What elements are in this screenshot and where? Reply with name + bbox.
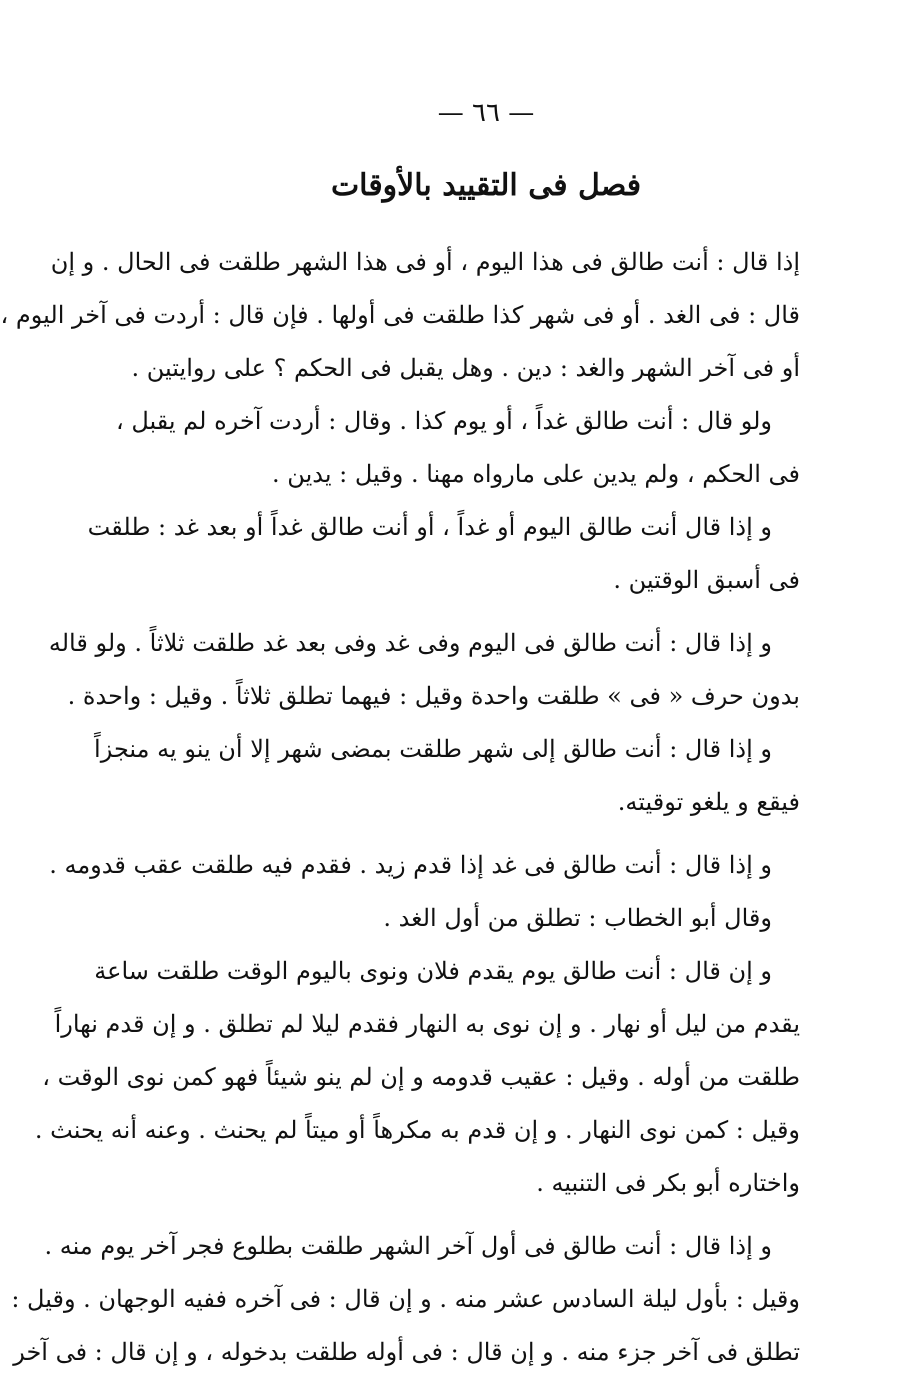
text-line: طلقت من أوله . وقيل : عقيب قدومه و إن لم ينو شيئاً فهو كمن نوى الوقت ، [42, 1063, 800, 1091]
text-line: أو فى آخر الشهر والغد : دين . وهل يقبل فى الحكم ؟ على روايتين . [131, 354, 800, 382]
paragraph-gap [164, 829, 800, 839]
text-line: فى أسبق الوقتين . [613, 566, 800, 594]
text-line: وقيل : كمن نوى النهار . و إن قدم به مكرهاً أو ميتاً لم يحنث . وعنه أنه يحنث . [34, 1116, 800, 1144]
paragraph-gap [164, 607, 800, 617]
text-line: يقدم من ليل أو نهار . و إن نوى به النهار فقدم ليلا لم تطلق . و إن قدم نهاراً [54, 1010, 800, 1038]
body-text [0, 236, 800, 1379]
text-line: ولو قال : أنت طالق غداً ، أو يوم كذا . وقال : أردت آخره لم يقبل ، [115, 407, 772, 435]
text-line: تطلق فى آخر جزء منه . و إن قال : فى أوله طلقت بدخوله ، و إن قال : فى آخر [13, 1338, 800, 1366]
section-heading: فصل فى التقييد بالأوقات [330, 168, 642, 203]
text-line: قال : فى الغد . أو فى شهر كذا طلقت فى أولها . فإن قال : أردت فى آخر اليوم ، [0, 301, 800, 329]
text-line: و إذا قال : أنت طالق فى غد إذا قدم زيد . فقدم فيه طلقت عقب قدومه . [49, 851, 772, 879]
text-line: بدون حرف « فى » طلقت واحدة وقيل : فيهما تطلق ثلاثاً . وقيل : واحدة . [67, 682, 800, 710]
text-line: واختاره أبو بكر فى التنبيه . [536, 1169, 800, 1197]
text-line: وقيل : بأول ليلة السادس عشر منه . و إن قال : فى آخره ففيه الوجهان . وقيل : [11, 1285, 800, 1313]
text-line: و إذا قال : أنت طالق إلى شهر طلقت بمضى شهر إلا أن ينو يه منجزاً [94, 735, 772, 763]
text-line: وقال أبو الخطاب : تطلق من أول الغد . [383, 904, 772, 932]
page-number: — ٦٦ — [437, 98, 535, 128]
text-line: فيقع و يلغو توقيته. [617, 788, 800, 816]
text-line: و إذا قال : أنت طالق فى أول آخر الشهر طلقت بطلوع فجر آخر يوم منه . [44, 1232, 772, 1260]
paragraph-gap [164, 1210, 800, 1220]
text-line: إذا قال : أنت طالق فى هذا اليوم ، أو فى هذا الشهر طلقت فى الحال . و إن [50, 248, 800, 276]
text-line: و إن قال : أنت طالق يوم يقدم فلان ونوى باليوم الوقت طلقت ساعة [94, 957, 772, 985]
text-line: و إذا قال أنت طالق اليوم أو غداً ، أو أنت طالق غداً أو بعد غد : طلقت [87, 513, 772, 541]
text-line: فى الحكم ، ولم يدين على مارواه مهنا . وقيل : يدين . [272, 460, 800, 488]
text-line: و إذا قال : أنت طالق فى اليوم وفى غد وفى بعد غد طلقت ثلاثاً . ولو قاله [48, 629, 772, 657]
